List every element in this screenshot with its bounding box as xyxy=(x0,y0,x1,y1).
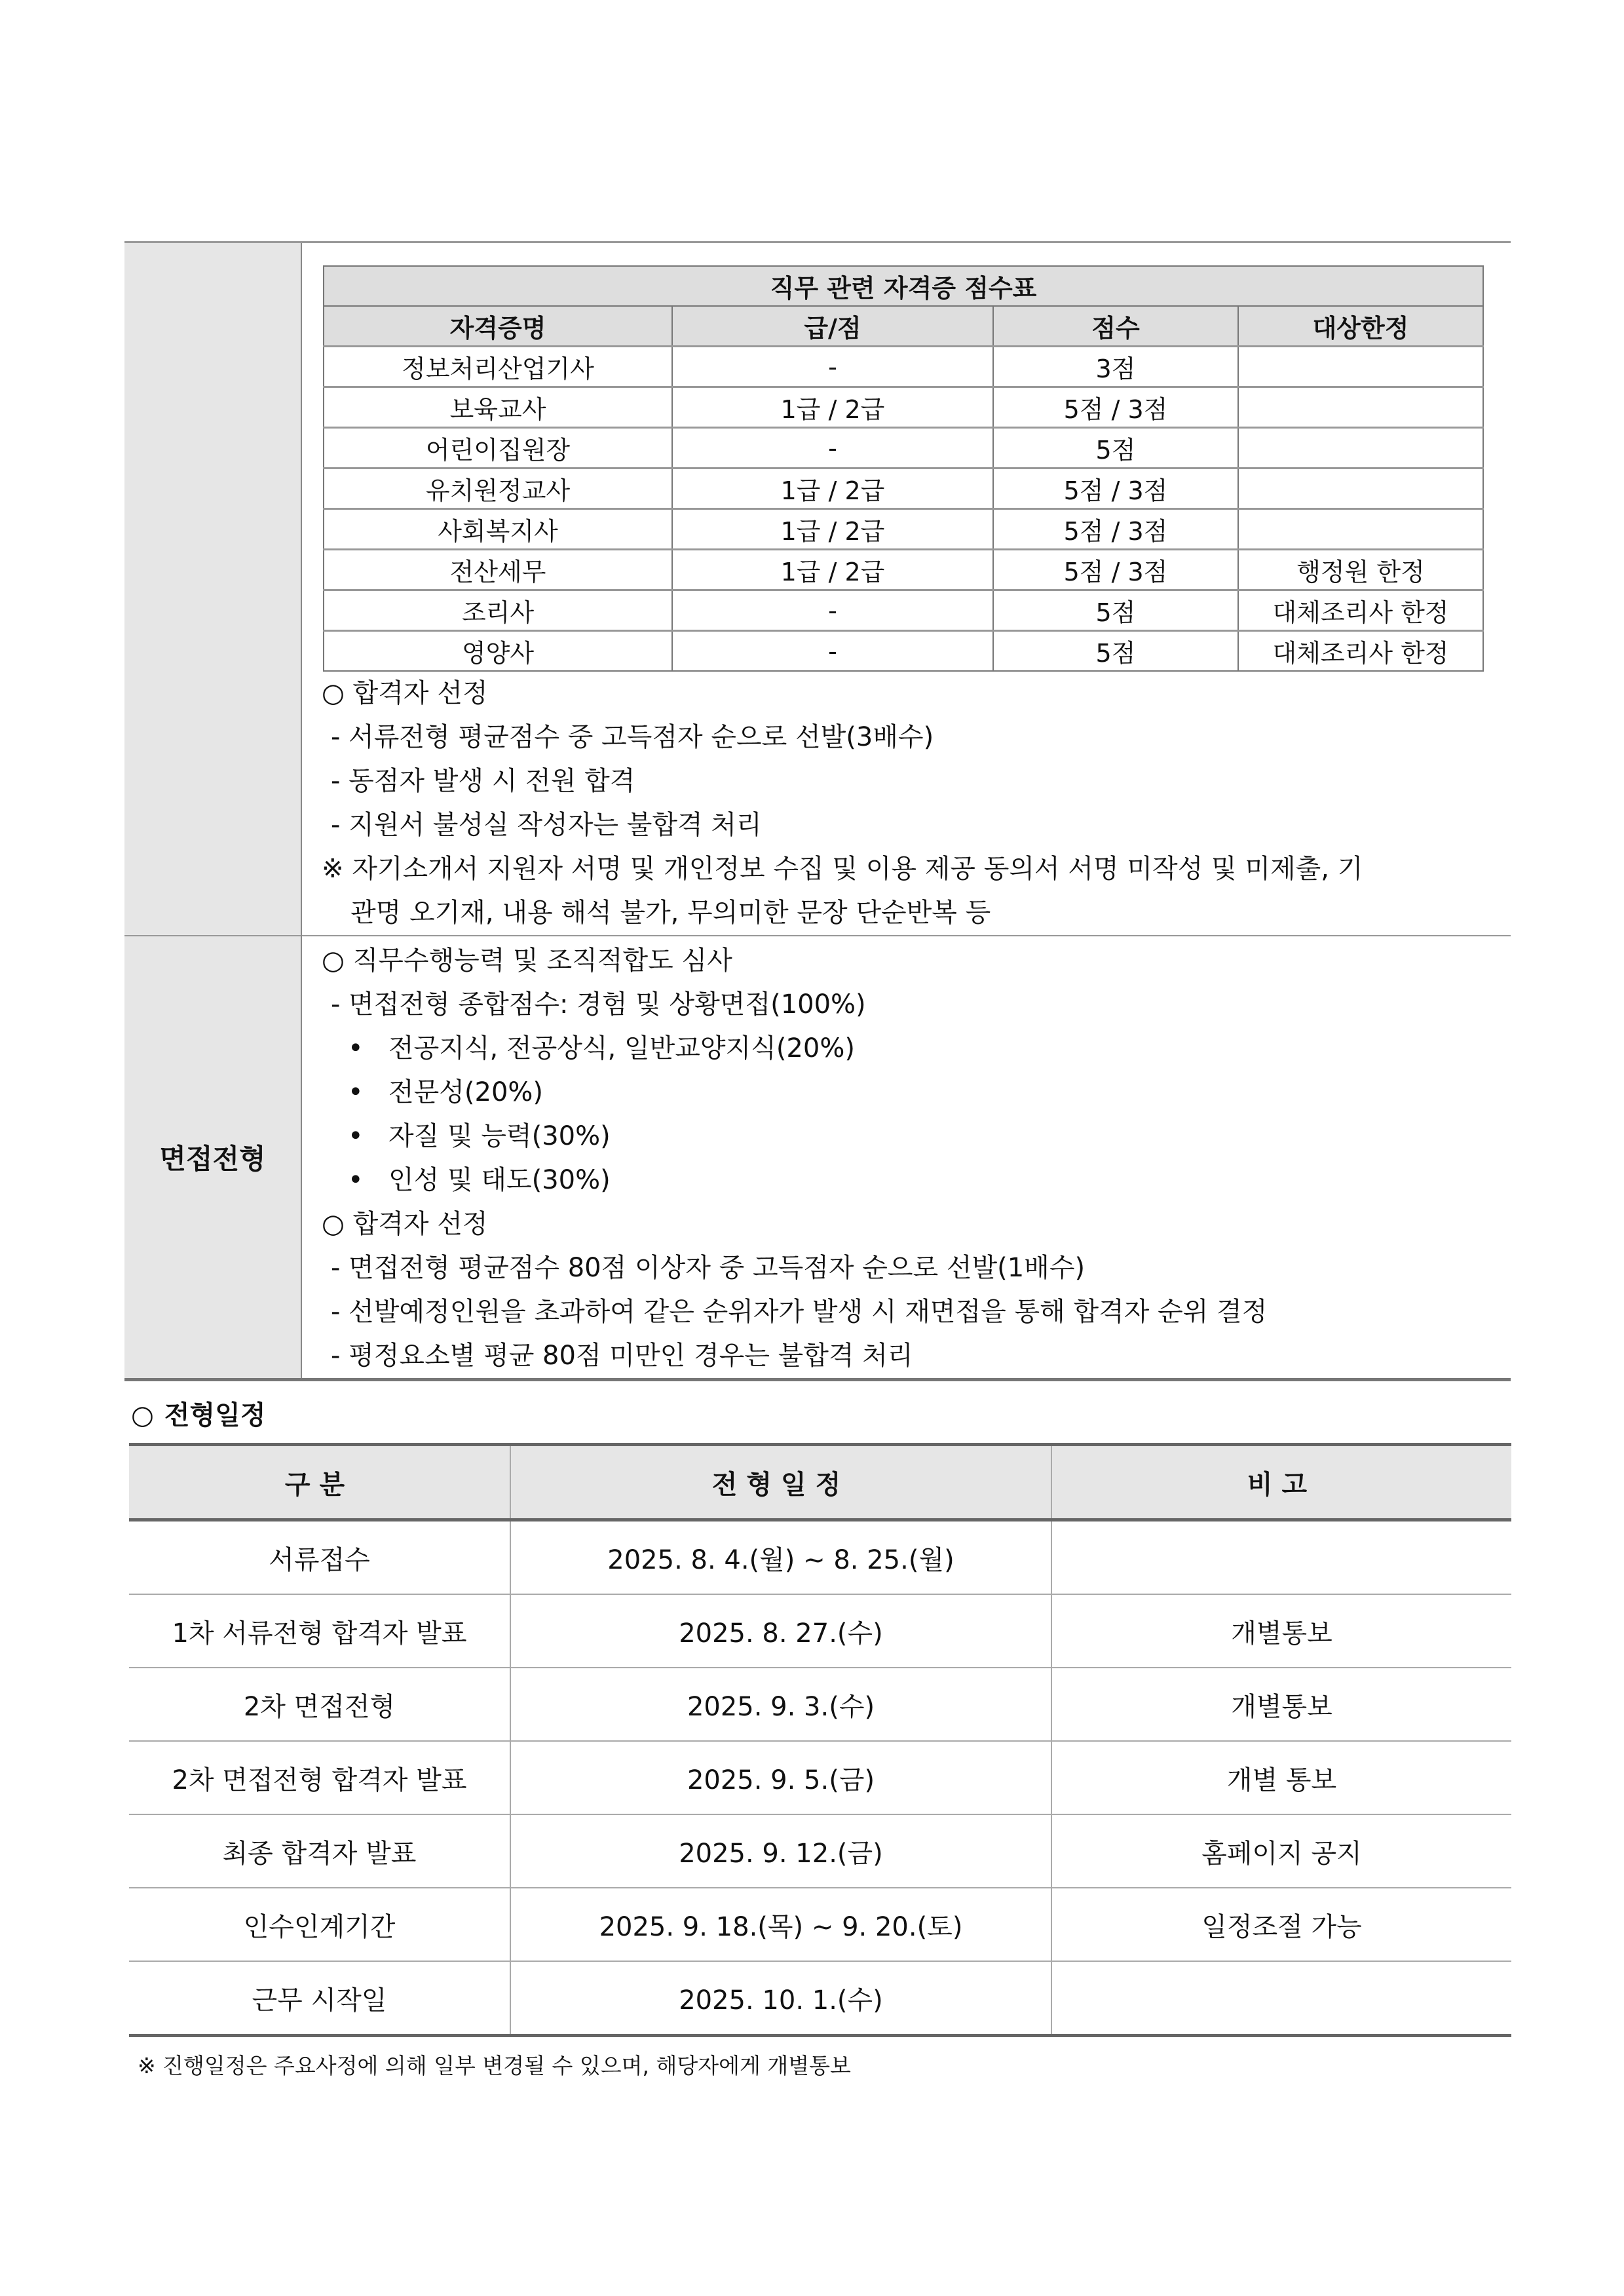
interview-pass-item: - 면접전형 평균점수 80점 이상자 중 고득점자 순으로 선발(1배수) xyxy=(331,1253,1086,1283)
cert-header-score: 점수 xyxy=(993,306,1238,347)
interview-score-line: - 면접전형 종합점수: 경험 및 상황면접(100%) xyxy=(331,989,866,1020)
cert-table-cell: 사회복지사 xyxy=(324,509,672,550)
cert-table-row xyxy=(324,509,1483,550)
cert-table-cell: - xyxy=(672,631,993,672)
document-selection-content xyxy=(301,242,1511,936)
schedule-cell: 2025. 9. 5.(금) xyxy=(510,1741,1051,1814)
cert-table-cell: 보육교사 xyxy=(324,387,672,428)
doc-pass-item: - 동점자 발생 시 전원 합격 xyxy=(331,766,635,796)
cert-table-cell: 조리사 xyxy=(324,590,672,631)
interview-bullet-text: 인성 및 태도(30%) xyxy=(388,1165,611,1195)
cert-table-row xyxy=(324,469,1483,509)
doc-note-line: 관명 오기재, 내용 해석 불가, 무의미한 문장 단순반복 등 xyxy=(350,898,991,928)
schedule-cell: 2025. 9. 3.(수) xyxy=(510,1668,1051,1741)
cert-table-cell: 대체조리사 한정 xyxy=(1238,631,1483,672)
schedule-cell: 최종 합격자 발표 xyxy=(129,1814,510,1888)
interview-bullet xyxy=(322,1027,1511,1071)
interview-bullet xyxy=(322,1071,1511,1115)
cert-table-cell: 5점 / 3점 xyxy=(993,509,1238,550)
document-selection-label-cell xyxy=(124,242,301,936)
schedule-cell: 서류접수 xyxy=(129,1520,510,1595)
cert-table-cell: - xyxy=(672,590,993,631)
interview-pass-item: - 선발예정인원을 초과하여 같은 순위자가 발생 시 재면접을 통해 합격자 순위 결정 xyxy=(331,1297,1268,1327)
cert-table-cell xyxy=(1238,387,1483,428)
interview-label: 면접전형 xyxy=(124,936,301,1380)
doc-note-line: ※ 자기소개서 지원자 서명 및 개인정보 수집 및 이용 제공 동의서 서명 미작성 및 미제출, 기 xyxy=(322,854,1363,884)
schedule-cell xyxy=(1051,1520,1511,1595)
schedule-table-body xyxy=(129,1520,1511,2036)
schedule-cell: 2차 면접전형 xyxy=(129,1668,510,1741)
cert-table-cell: 3점 xyxy=(993,347,1238,387)
interview-criteria xyxy=(302,936,1511,1378)
schedule-cell: 인수인계기간 xyxy=(129,1888,510,1961)
cert-table-row xyxy=(324,631,1483,672)
cert-table-cell xyxy=(1238,469,1483,509)
schedule-cell: 근무 시작일 xyxy=(129,1961,510,2036)
schedule-cell: 1차 서류전형 합격자 발표 xyxy=(129,1594,510,1668)
cert-table-cell xyxy=(1238,347,1483,387)
cert-table-cell: - xyxy=(672,428,993,469)
schedule-cell: 2차 면접전형 합격자 발표 xyxy=(129,1741,510,1814)
cert-table-cell: 5점 / 3점 xyxy=(993,550,1238,590)
cert-table-cell: 유치원정교사 xyxy=(324,469,672,509)
cert-table-cell xyxy=(1238,509,1483,550)
bullet-icon: • xyxy=(348,1077,364,1107)
cert-header-grade: 급/점 xyxy=(672,306,993,347)
interview-bullet-text: 전문성(20%) xyxy=(388,1077,544,1107)
interview-bullet-text: 전공지식, 전공상식, 일반교양지식(20%) xyxy=(388,1033,855,1063)
interview-bullet xyxy=(322,1158,1511,1202)
cert-table-cell: 5점 xyxy=(993,590,1238,631)
cert-table-row xyxy=(324,428,1483,469)
schedule-table xyxy=(129,1443,1511,2037)
schedule-row xyxy=(129,1668,1511,1741)
cert-table-row xyxy=(324,347,1483,387)
schedule-row xyxy=(129,1594,1511,1668)
cert-table-title: 직무 관련 자격증 점수표 xyxy=(324,266,1483,306)
schedule-row xyxy=(129,1961,1511,2036)
schedule-header-category: 구분 xyxy=(129,1445,510,1520)
cert-table-cell: - xyxy=(672,347,993,387)
cert-table-cell: 정보처리산업기사 xyxy=(324,347,672,387)
schedule-title: 전형일정 xyxy=(164,1400,266,1430)
schedule-cell: 2025. 10. 1.(수) xyxy=(510,1961,1051,2036)
cert-table-cell xyxy=(1238,428,1483,469)
cert-table-cell: 1급 / 2급 xyxy=(672,387,993,428)
bullet-icon: • xyxy=(348,1165,364,1195)
interview-bullet-text: 자질 및 능력(30%) xyxy=(388,1121,611,1151)
schedule-cell: 2025. 9. 18.(목) ~ 9. 20.(토) xyxy=(510,1888,1051,1961)
schedule-cell: 일정조절 가능 xyxy=(1051,1888,1511,1961)
schedule-row xyxy=(129,1741,1511,1814)
interview-bullet xyxy=(322,1115,1511,1158)
doc-pass-item: - 지원서 불성실 작성자는 불합격 처리 xyxy=(331,810,762,840)
circle-icon: ○ xyxy=(131,1400,154,1430)
schedule-cell: 개별 통보 xyxy=(1051,1741,1511,1814)
schedule-row xyxy=(129,1814,1511,1888)
cert-table-row xyxy=(324,590,1483,631)
cert-table-cell: 5점 xyxy=(993,631,1238,672)
bullet-icon: • xyxy=(348,1033,364,1063)
schedule-cell xyxy=(1051,1961,1511,2036)
schedule-cell: 개별통보 xyxy=(1051,1594,1511,1668)
schedule-heading xyxy=(131,1396,265,1435)
selection-table xyxy=(124,241,1511,1381)
cert-table-cell: 1급 / 2급 xyxy=(672,550,993,590)
document-pass-criteria xyxy=(302,672,1511,935)
schedule-cell: 2025. 8. 4.(월) ~ 8. 25.(월) xyxy=(510,1520,1051,1595)
interview-content xyxy=(301,936,1511,1380)
interview-heading: ○ 직무수행능력 및 조직적합도 심사 xyxy=(322,946,732,976)
bullet-icon: • xyxy=(348,1121,364,1151)
interview-pass-heading: ○ 합격자 선정 xyxy=(322,1209,488,1239)
interview-pass-item: - 평정요소별 평균 80점 미만인 경우는 불합격 처리 xyxy=(331,1341,913,1371)
certificate-score-table xyxy=(323,265,1484,672)
schedule-header-remark: 비고 xyxy=(1051,1445,1511,1520)
cert-table-row xyxy=(324,387,1483,428)
cert-header-name: 자격증명 xyxy=(324,306,672,347)
schedule-header-date: 전형일정 xyxy=(510,1445,1051,1520)
cert-table-cell: 5점 xyxy=(993,428,1238,469)
cert-table-cell: 영양사 xyxy=(324,631,672,672)
schedule-cell: 개별통보 xyxy=(1051,1668,1511,1741)
schedule-cell: 홈페이지 공지 xyxy=(1051,1814,1511,1888)
cert-header-target: 대상한정 xyxy=(1238,306,1483,347)
cert-table-cell: 어린이집원장 xyxy=(324,428,672,469)
cert-table-cell: 전산세무 xyxy=(324,550,672,590)
doc-pass-item: - 서류전형 평균점수 중 고득점자 순으로 선발(3배수) xyxy=(331,722,934,752)
cert-table-cell: 5점 / 3점 xyxy=(993,469,1238,509)
cert-table-cell: 5점 / 3점 xyxy=(993,387,1238,428)
cert-table-row xyxy=(324,550,1483,590)
doc-pass-heading: ○ 합격자 선정 xyxy=(322,678,488,708)
schedule-cell: 2025. 9. 12.(금) xyxy=(510,1814,1051,1888)
cert-table-cell: 대체조리사 한정 xyxy=(1238,590,1483,631)
cert-table-cell: 행정원 한정 xyxy=(1238,550,1483,590)
schedule-row xyxy=(129,1888,1511,1961)
cert-table-body xyxy=(324,347,1483,672)
schedule-row xyxy=(129,1520,1511,1595)
schedule-cell: 2025. 8. 27.(수) xyxy=(510,1594,1051,1668)
schedule-footnote: ※ 진행일정은 주요사정에 의해 일부 변경될 수 있으며, 해당자에게 개별통보 xyxy=(138,2053,851,2078)
cert-table-cell: 1급 / 2급 xyxy=(672,509,993,550)
cert-table-cell: 1급 / 2급 xyxy=(672,469,993,509)
